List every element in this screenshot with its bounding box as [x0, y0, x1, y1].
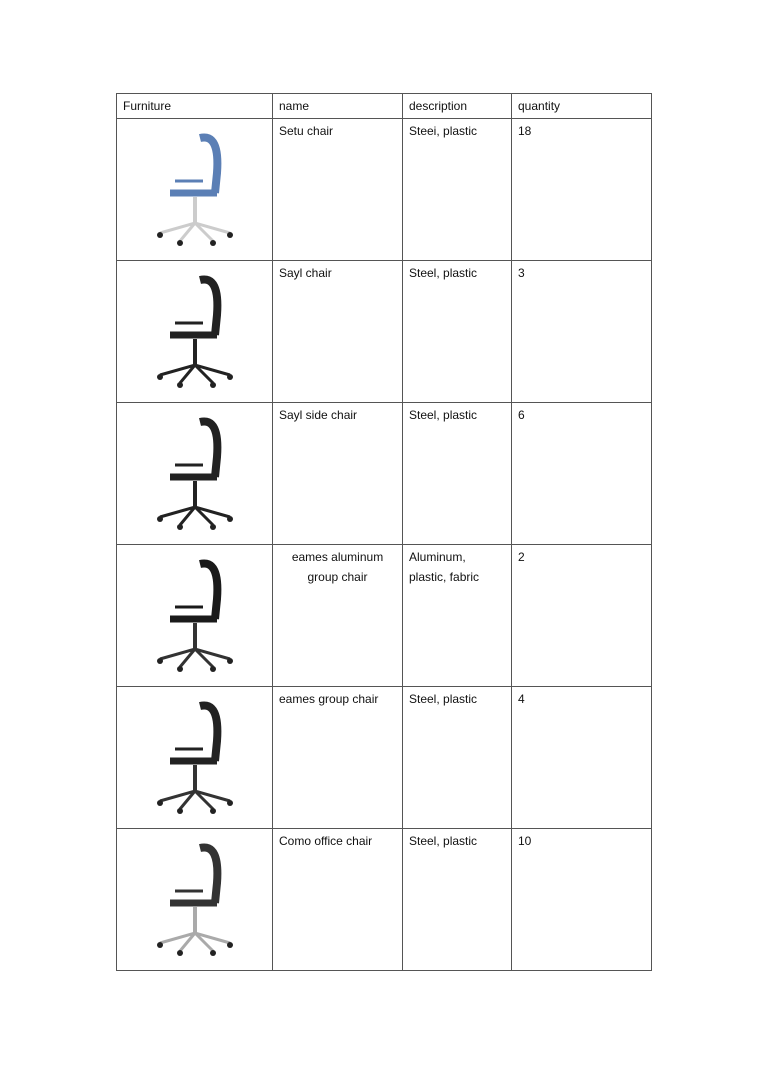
chair-image	[145, 123, 245, 248]
chair-quantity: 3	[518, 266, 525, 280]
name-cell	[273, 261, 403, 403]
header-furniture: Furniture	[117, 94, 273, 119]
description-cell	[403, 829, 512, 971]
name-cell	[273, 403, 403, 545]
chair-image	[145, 549, 245, 674]
quantity-cell	[512, 687, 652, 829]
chair-description: Steei, plastic	[409, 124, 478, 138]
chair-quantity: 6	[518, 408, 525, 422]
chair-name: Sayl side chair	[279, 408, 358, 422]
chair-name: Setu chair	[279, 124, 334, 138]
description-cell	[403, 687, 512, 829]
header-quantity: quantity	[512, 94, 652, 119]
description-cell	[403, 403, 512, 545]
description-cell	[403, 545, 512, 687]
table-row	[117, 119, 652, 261]
chair-name: Sayl chair	[279, 266, 332, 280]
name-cell	[273, 545, 403, 687]
chair-quantity: 18	[518, 124, 532, 138]
furniture-table	[116, 93, 652, 971]
chair-quantity: 4	[518, 692, 525, 706]
header-description: description	[403, 94, 512, 119]
chair-description: Steel, plastic	[409, 692, 478, 706]
name-line: eames aluminum	[291, 550, 384, 564]
furniture-cell	[117, 687, 273, 829]
chair-description: Steel, plastic	[409, 266, 478, 280]
chair-image	[145, 833, 245, 958]
chair-quantity: 2	[518, 550, 525, 564]
description-cell	[403, 261, 512, 403]
table-row	[117, 403, 652, 545]
table-row	[117, 829, 652, 971]
name-cell	[273, 119, 403, 261]
chair-quantity: 10	[518, 834, 532, 848]
chair-image	[145, 265, 245, 390]
chair-description: Steel, plastic	[409, 408, 478, 422]
furniture-cell	[117, 119, 273, 261]
quantity-cell	[512, 829, 652, 971]
chair-name: Como office chair	[279, 834, 373, 848]
quantity-cell	[512, 545, 652, 687]
furniture-cell	[117, 261, 273, 403]
quantity-cell	[512, 261, 652, 403]
chair-name: eames group chair	[279, 692, 379, 706]
quantity-cell	[512, 403, 652, 545]
chair-image	[145, 407, 245, 532]
table-header-row	[117, 94, 652, 119]
name-line: group chair	[307, 570, 368, 584]
table-row	[117, 261, 652, 403]
quantity-cell	[512, 119, 652, 261]
furniture-cell	[117, 403, 273, 545]
description-line: Aluminum,	[409, 550, 466, 564]
chair-image	[145, 691, 245, 816]
name-cell	[273, 687, 403, 829]
furniture-cell	[117, 545, 273, 687]
table-row	[117, 687, 652, 829]
chair-name	[279, 547, 396, 587]
description-line: plastic, fabric	[409, 570, 480, 584]
furniture-cell	[117, 829, 273, 971]
name-cell	[273, 829, 403, 971]
chair-description: Steel, plastic	[409, 834, 478, 848]
header-name: name	[273, 94, 403, 119]
table-row	[117, 545, 652, 687]
description-cell	[403, 119, 512, 261]
